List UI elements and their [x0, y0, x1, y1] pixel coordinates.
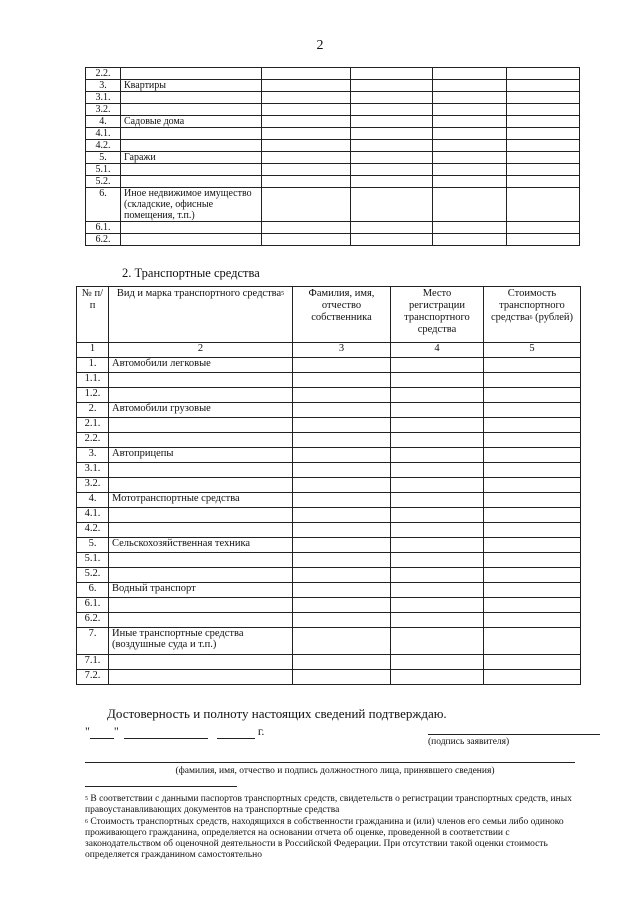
table-row	[86, 234, 580, 246]
empty-cell[interactable]	[293, 493, 391, 508]
table-row	[77, 523, 581, 538]
transport-table	[76, 286, 581, 685]
empty-cell[interactable]	[484, 463, 581, 478]
table-row	[86, 176, 580, 188]
row-label: Иные транспортные средства (воздушные суда и т.п.)	[109, 628, 293, 655]
empty-cell[interactable]	[351, 222, 433, 234]
row-label	[109, 598, 293, 613]
empty-cell[interactable]	[507, 234, 580, 246]
table-row	[86, 152, 580, 164]
row-number: 5.	[86, 152, 121, 164]
empty-cell[interactable]	[351, 164, 433, 176]
row-number: 3.2.	[77, 478, 109, 493]
table-row	[77, 478, 581, 493]
empty-cell[interactable]	[484, 433, 581, 448]
header-registration-place: Место регистрации транспортного средства	[391, 287, 484, 343]
table-row	[77, 388, 581, 403]
empty-cell[interactable]	[293, 418, 391, 433]
empty-cell[interactable]	[433, 164, 507, 176]
table-row	[77, 448, 581, 463]
empty-cell[interactable]	[293, 583, 391, 598]
table-row	[86, 140, 580, 152]
row-number: 4.2.	[77, 523, 109, 538]
confirmation-text: Достоверность и полноту настоящих сведений подтверждаю.	[107, 706, 447, 721]
row-number: 3.	[86, 80, 121, 92]
empty-cell[interactable]	[391, 358, 484, 373]
empty-cell[interactable]	[293, 655, 391, 670]
empty-cell[interactable]	[293, 433, 391, 448]
empty-cell[interactable]	[484, 523, 581, 538]
empty-cell[interactable]	[262, 68, 351, 80]
empty-cell[interactable]	[391, 373, 484, 388]
col-number-4: 4	[391, 343, 484, 358]
row-number: 2.2.	[86, 68, 121, 80]
empty-cell[interactable]	[484, 373, 581, 388]
empty-cell[interactable]	[433, 116, 507, 128]
empty-cell[interactable]	[507, 140, 580, 152]
empty-cell[interactable]	[507, 116, 580, 128]
empty-cell[interactable]	[433, 140, 507, 152]
empty-cell[interactable]	[391, 568, 484, 583]
row-label	[109, 613, 293, 628]
empty-cell[interactable]	[507, 104, 580, 116]
row-label	[121, 104, 262, 116]
row-label: Гаражи	[121, 152, 262, 164]
empty-cell[interactable]	[262, 104, 351, 116]
table-row	[77, 358, 581, 373]
row-label	[109, 478, 293, 493]
empty-cell[interactable]	[484, 655, 581, 670]
empty-cell[interactable]	[484, 568, 581, 583]
empty-cell[interactable]	[433, 80, 507, 92]
empty-cell[interactable]	[293, 523, 391, 538]
empty-cell[interactable]	[391, 478, 484, 493]
table-row	[77, 613, 581, 628]
section-transport-title: 2. Транспортные средства	[122, 266, 260, 280]
official-signature-line[interactable]	[85, 762, 575, 763]
empty-cell[interactable]	[507, 68, 580, 80]
signature-caption: (подпись заявителя)	[428, 737, 510, 747]
empty-cell[interactable]	[433, 68, 507, 80]
empty-cell[interactable]	[293, 538, 391, 553]
row-number: 3.1.	[86, 92, 121, 104]
header-owner: Фамилия, имя, отчество собственника	[293, 287, 391, 343]
row-number: 1.1.	[77, 373, 109, 388]
row-label	[109, 655, 293, 670]
col-number-3: 3	[293, 343, 391, 358]
col-number-1: 1	[77, 343, 109, 358]
empty-cell[interactable]	[484, 388, 581, 403]
empty-cell[interactable]	[391, 388, 484, 403]
empty-cell[interactable]	[351, 140, 433, 152]
row-label	[121, 234, 262, 246]
row-number: 5.1.	[77, 553, 109, 568]
table-row	[86, 104, 580, 116]
row-label: Сельскохозяйственная техника	[109, 538, 293, 553]
row-label: Автоприцепы	[109, 448, 293, 463]
empty-cell[interactable]	[293, 478, 391, 493]
row-label: Автомобили грузовые	[109, 403, 293, 418]
empty-cell[interactable]	[262, 176, 351, 188]
empty-cell[interactable]	[293, 568, 391, 583]
empty-cell[interactable]	[484, 418, 581, 433]
empty-cell[interactable]	[293, 358, 391, 373]
empty-cell[interactable]	[391, 403, 484, 418]
table-row	[86, 92, 580, 104]
row-label: Автомобили легковые	[109, 358, 293, 373]
header-number: № п/п	[77, 287, 109, 343]
empty-cell[interactable]	[391, 598, 484, 613]
row-label	[121, 92, 262, 104]
col-number-5: 5	[484, 343, 581, 358]
row-number: 4.	[86, 116, 121, 128]
empty-cell[interactable]	[484, 670, 581, 685]
table-row	[86, 80, 580, 92]
row-label: Садовые дома	[121, 116, 262, 128]
signature-line[interactable]	[428, 734, 600, 735]
header-cost: Стоимость транспортного средства$^6$ (рублей)	[484, 287, 581, 343]
empty-cell[interactable]	[351, 152, 433, 164]
row-number: 4.1.	[86, 128, 121, 140]
empty-cell[interactable]	[262, 128, 351, 140]
row-label: Мототранспортные средства	[109, 493, 293, 508]
empty-cell[interactable]	[293, 598, 391, 613]
empty-cell[interactable]	[391, 553, 484, 568]
empty-cell[interactable]	[391, 655, 484, 670]
empty-cell[interactable]	[262, 152, 351, 164]
empty-cell[interactable]	[484, 448, 581, 463]
col-number-2: 2	[109, 343, 293, 358]
empty-cell[interactable]	[433, 152, 507, 164]
empty-cell[interactable]	[433, 188, 507, 222]
empty-cell[interactable]	[433, 104, 507, 116]
row-label	[109, 418, 293, 433]
row-label	[109, 670, 293, 685]
empty-cell[interactable]	[262, 222, 351, 234]
row-label	[121, 140, 262, 152]
table-row	[77, 670, 581, 685]
empty-cell[interactable]	[293, 388, 391, 403]
empty-cell[interactable]	[351, 188, 433, 222]
table-row	[77, 373, 581, 388]
empty-cell[interactable]	[262, 80, 351, 92]
row-number: 4.2.	[86, 140, 121, 152]
empty-cell[interactable]	[484, 613, 581, 628]
year-field[interactable]	[217, 727, 255, 739]
empty-cell[interactable]	[351, 128, 433, 140]
empty-cell[interactable]	[351, 104, 433, 116]
table-row	[77, 508, 581, 523]
table-row	[77, 418, 581, 433]
row-label	[109, 373, 293, 388]
row-number: 5.1.	[86, 164, 121, 176]
table-row	[77, 583, 581, 598]
row-number: 6.1.	[77, 598, 109, 613]
table-row	[77, 403, 581, 418]
empty-cell[interactable]	[507, 222, 580, 234]
row-number: 3.2.	[86, 104, 121, 116]
empty-cell[interactable]	[293, 628, 391, 655]
row-number: 2.1.	[77, 418, 109, 433]
real-estate-table	[85, 67, 580, 246]
empty-cell[interactable]	[391, 493, 484, 508]
table-row	[86, 68, 580, 80]
table-row	[86, 116, 580, 128]
row-number: 6.	[86, 188, 121, 222]
empty-cell[interactable]	[484, 478, 581, 493]
row-label	[109, 433, 293, 448]
row-number: 7.1.	[77, 655, 109, 670]
empty-cell[interactable]	[351, 116, 433, 128]
row-label	[121, 68, 262, 80]
empty-cell[interactable]	[293, 403, 391, 418]
row-number: 4.1.	[77, 508, 109, 523]
quote-open: "	[85, 724, 90, 738]
row-label	[109, 388, 293, 403]
empty-cell[interactable]	[293, 463, 391, 478]
empty-cell[interactable]	[391, 613, 484, 628]
row-number: 1.2.	[77, 388, 109, 403]
empty-cell[interactable]	[433, 128, 507, 140]
row-label	[121, 176, 262, 188]
page-number: 2	[316, 38, 324, 53]
empty-cell[interactable]	[293, 613, 391, 628]
empty-cell[interactable]	[262, 164, 351, 176]
table-row	[86, 128, 580, 140]
empty-cell[interactable]	[262, 116, 351, 128]
row-number: 6.2.	[77, 613, 109, 628]
table-row	[77, 553, 581, 568]
row-number: 5.	[77, 538, 109, 553]
row-label	[121, 128, 262, 140]
empty-cell[interactable]	[391, 538, 484, 553]
row-number: 1.	[77, 358, 109, 373]
table-row	[77, 628, 581, 655]
empty-cell[interactable]	[433, 222, 507, 234]
row-number: 7.	[77, 628, 109, 655]
empty-cell[interactable]	[293, 553, 391, 568]
row-label	[121, 164, 262, 176]
footnote-separator	[85, 786, 237, 787]
empty-cell[interactable]	[293, 373, 391, 388]
row-number: 6.2.	[86, 234, 121, 246]
empty-cell[interactable]	[507, 80, 580, 92]
row-number: 5.2.	[77, 568, 109, 583]
day-field[interactable]	[90, 727, 114, 739]
empty-cell[interactable]	[507, 152, 580, 164]
empty-cell[interactable]	[262, 234, 351, 246]
empty-cell[interactable]	[484, 538, 581, 553]
row-number: 6.	[77, 583, 109, 598]
empty-cell[interactable]	[484, 553, 581, 568]
empty-cell[interactable]	[391, 433, 484, 448]
header-type-brand: Вид и марка транспортного средства$^5$	[109, 287, 293, 343]
empty-cell[interactable]	[351, 80, 433, 92]
table-row	[77, 493, 581, 508]
table-header-row	[77, 287, 581, 343]
row-number: 3.	[77, 448, 109, 463]
row-label: Иное недвижимое имущество (складские, офисные помещения, т.п.)	[121, 188, 262, 222]
empty-cell[interactable]	[351, 68, 433, 80]
empty-cell[interactable]	[484, 403, 581, 418]
row-label: Водный транспорт	[109, 583, 293, 598]
table-row	[86, 164, 580, 176]
empty-cell[interactable]	[484, 628, 581, 655]
empty-cell[interactable]	[351, 176, 433, 188]
row-number: 6.1.	[86, 222, 121, 234]
empty-cell[interactable]	[484, 493, 581, 508]
row-label	[109, 523, 293, 538]
empty-cell[interactable]	[391, 418, 484, 433]
table-row	[77, 655, 581, 670]
empty-cell[interactable]	[391, 463, 484, 478]
footnote-5: $^5$ В соответствии с данными паспортов транспортных средств, свидетельств о регистрации транспортных средств, иных правоустанавливающих документов на транспортные средства	[85, 794, 572, 815]
empty-cell[interactable]	[293, 670, 391, 685]
quote-close: "	[113, 724, 119, 738]
row-label: Квартиры	[121, 80, 262, 92]
empty-cell[interactable]	[507, 164, 580, 176]
table-row	[77, 598, 581, 613]
row-label	[109, 553, 293, 568]
row-number: 7.2.	[77, 670, 109, 685]
empty-cell[interactable]	[391, 628, 484, 655]
empty-cell[interactable]	[484, 508, 581, 523]
empty-cell[interactable]	[293, 508, 391, 523]
footnote-6: $^6$ Стоимость транспортных средств, находящихся в собственности гражданина и (или) членов его семьи либо одиноко проживающего гражданина, определяется на основании отчета об оценке, проведенной в соответствии с законодательством об оценочной деятельности в Российской Федерации. При отсутствии такой оценки стоимость определяется гражданином самостоятельно	[85, 817, 564, 860]
row-number: 2.	[77, 403, 109, 418]
empty-cell[interactable]	[351, 234, 433, 246]
row-number: 5.2.	[86, 176, 121, 188]
empty-cell[interactable]	[391, 508, 484, 523]
row-label	[109, 568, 293, 583]
empty-cell[interactable]	[262, 92, 351, 104]
official-caption: (фамилия, имя, отчество и подпись должностного лица, принявшего сведения)	[175, 766, 495, 776]
empty-cell[interactable]	[391, 448, 484, 463]
row-number: 3.1.	[77, 463, 109, 478]
empty-cell[interactable]	[433, 92, 507, 104]
column-number-row	[77, 343, 581, 358]
empty-cell[interactable]	[391, 523, 484, 538]
month-field[interactable]	[124, 727, 208, 739]
table-row	[77, 463, 581, 478]
date-line	[85, 724, 264, 739]
row-number: 2.2.	[77, 433, 109, 448]
empty-cell[interactable]	[433, 234, 507, 246]
year-suffix: г.	[257, 724, 265, 738]
table-row	[77, 568, 581, 583]
empty-cell[interactable]	[262, 188, 351, 222]
empty-cell[interactable]	[507, 92, 580, 104]
empty-cell[interactable]	[293, 448, 391, 463]
empty-cell[interactable]	[391, 670, 484, 685]
empty-cell[interactable]	[507, 188, 580, 222]
empty-cell[interactable]	[433, 176, 507, 188]
empty-cell[interactable]	[484, 583, 581, 598]
table-row	[77, 538, 581, 553]
empty-cell[interactable]	[391, 583, 484, 598]
table-row	[77, 433, 581, 448]
empty-cell[interactable]	[507, 128, 580, 140]
empty-cell[interactable]	[262, 140, 351, 152]
table-row	[86, 222, 580, 234]
empty-cell[interactable]	[507, 176, 580, 188]
empty-cell[interactable]	[351, 92, 433, 104]
row-label	[121, 222, 262, 234]
row-label	[109, 463, 293, 478]
empty-cell[interactable]	[484, 358, 581, 373]
row-label	[109, 508, 293, 523]
table-row	[86, 188, 580, 222]
empty-cell[interactable]	[484, 598, 581, 613]
row-number: 4.	[77, 493, 109, 508]
